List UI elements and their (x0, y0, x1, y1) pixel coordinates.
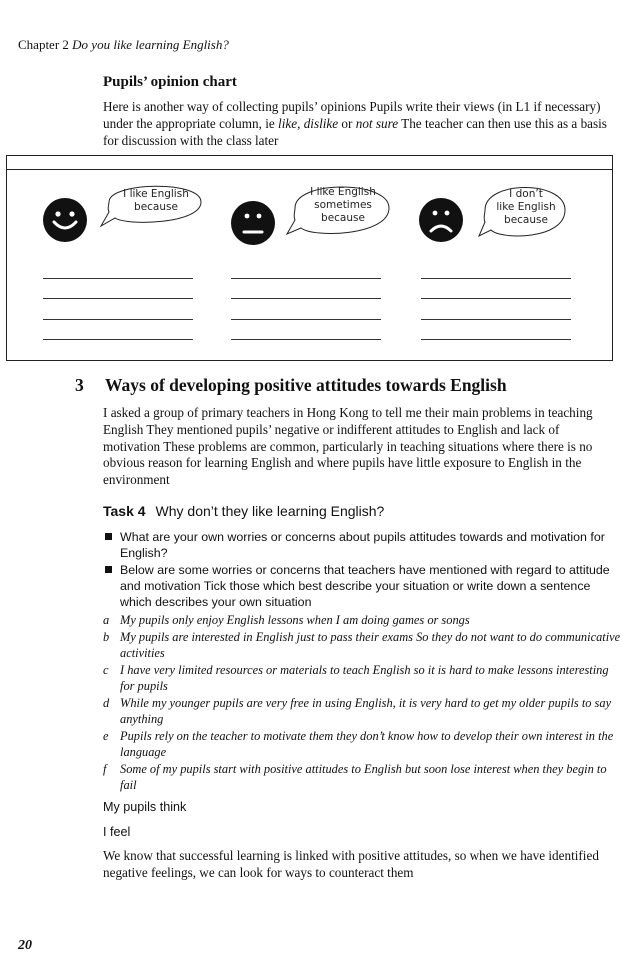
chart-heading: Pupils’ opinion chart (103, 74, 237, 90)
writing-line[interactable] (421, 278, 571, 279)
running-head (18, 37, 229, 53)
writing-line[interactable] (231, 298, 381, 299)
bubble-dont-like-line1: I don’t (509, 188, 543, 200)
writing-line[interactable] (43, 339, 193, 340)
speech-bubble-sometimes (283, 178, 393, 240)
item-letter: f (103, 762, 107, 776)
bubble-like-line2: because (134, 201, 178, 213)
task-bullets (103, 529, 623, 611)
writing-line[interactable] (421, 339, 571, 340)
square-bullet-icon (105, 533, 112, 540)
section-body: I asked a group of primary teachers in Hong Kong to tell me their main problems in teaching English They mentioned pupils’ negative or indifferent attitudes to English and lack of motivation These problems are common, particularly in teaching situations where there is no obvious reason for learning English and where pupils have little exposure to English in the environment (103, 405, 593, 488)
closing-paragraph: We know that successful learning is linked with positive attitudes, so when we have identified negative feelings, we can look for ways to counteract them (103, 848, 599, 880)
item-text: My pupils only enjoy English lessons when I am doing games or songs (120, 613, 470, 627)
worry-item[interactable] (103, 728, 623, 760)
item-letter: e (103, 729, 109, 743)
item-text: Pupils rely on the teacher to motivate them they don’t know how to develop their own interest in the language (120, 729, 614, 759)
chart-intro: Here is another way of collecting pupils’ opinions Pupils write their views (in L1 if necessary) under the appropriate column, ie like, dislike or not sure The teacher can then use this as a basis for discussion with the class later (103, 99, 607, 148)
speech-bubble-dont-like (473, 178, 569, 242)
worry-item[interactable] (103, 629, 623, 661)
item-text: While my younger pupils are very free in using English, it is very hard to get my older pupils to say anything (120, 696, 612, 726)
task-label: Task 4 (103, 503, 146, 519)
writing-line[interactable] (43, 278, 193, 279)
section-title: Ways of developing positive attitudes towards English (105, 375, 507, 395)
opinion-chart (6, 155, 613, 361)
bullet-item: What are your own worries or concerns about pupils attitudes towards and motivation for English? (103, 529, 623, 561)
bullet-item: Below are some worries or concerns that teachers have mentioned with regard to attitude and motivation Tick those which best describe your situation or write down a sentence which describes your own situation (103, 562, 623, 610)
worry-item[interactable] (103, 662, 623, 694)
sad-face-icon (419, 198, 463, 242)
happy-face-icon (43, 198, 87, 242)
bubble-dont-like-line3: because (504, 214, 548, 226)
item-letter: d (103, 696, 110, 710)
square-bullet-icon (105, 566, 112, 573)
worry-list (103, 612, 623, 794)
writing-line[interactable] (231, 319, 381, 320)
bubble-sometimes-line1: I like English (310, 186, 376, 198)
worry-item[interactable] (103, 612, 623, 628)
item-text: My pupils are interested in English just to pass their exams So they do not want to do communicative activities (120, 630, 621, 660)
task-title: Why don’t they like learning English? (155, 503, 385, 519)
chapter-label: Chapter 2 (18, 37, 69, 52)
writing-line[interactable] (231, 278, 381, 279)
section-number: 3 (75, 375, 84, 395)
writing-line[interactable] (231, 339, 381, 340)
bubble-like-line1: I like English (123, 188, 189, 200)
chart-top-rule (7, 169, 612, 170)
writing-line[interactable] (421, 298, 571, 299)
chapter-title: Do you like learning English? (72, 37, 229, 52)
bubble-sometimes-line2: sometimes (314, 199, 372, 211)
writing-line[interactable] (421, 319, 571, 320)
neutral-face-icon (231, 201, 275, 245)
writing-line[interactable] (43, 298, 193, 299)
prompt-i-feel[interactable]: I feel (103, 825, 131, 839)
worry-item[interactable] (103, 761, 623, 793)
bubble-sometimes-line3: because (321, 212, 365, 224)
page-number: 20 (18, 938, 32, 953)
task-heading (103, 503, 384, 519)
item-text: I have very limited resources or materials to teach English so it is hard to make lessons interesting for pupils (120, 663, 609, 693)
bubble-dont-like-line2: like English (496, 201, 556, 213)
item-letter: a (103, 613, 110, 627)
prompt-pupils-think[interactable]: My pupils think (103, 800, 187, 814)
item-text: Some of my pupils start with positive attitudes to English but soon lose interest when they begin to fail (120, 762, 607, 792)
writing-line[interactable] (43, 319, 193, 320)
item-letter: b (103, 630, 110, 644)
item-letter: c (103, 663, 109, 677)
section-heading (75, 375, 507, 396)
worry-item[interactable] (103, 695, 623, 727)
speech-bubble-like (97, 178, 207, 230)
